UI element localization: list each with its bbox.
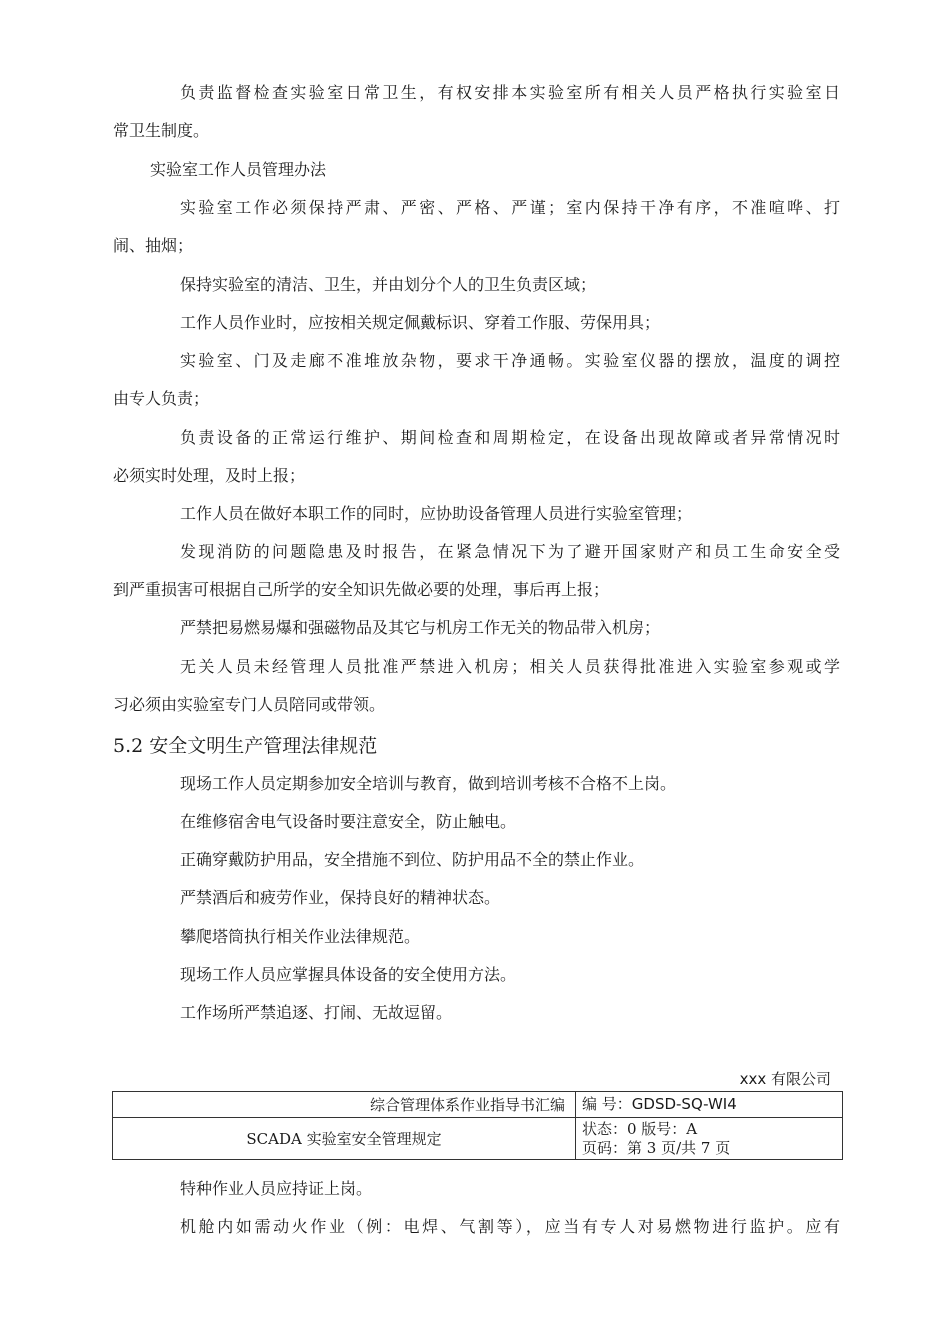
list-item: 严禁酒后和疲劳作业，保持良好的精神状态。 — [180, 888, 501, 907]
list-item: 现场工作人员定期参加安全培训与教育，做到培训考核不合格不上岗。 — [180, 774, 677, 793]
document-title: SCADA 实验室安全管理规定 — [113, 1118, 576, 1160]
paragraph-line: 保持实验室的清洁、卫生，并由划分个人的卫生负责区域； — [180, 275, 597, 294]
compilation-title: 综合管理体系作业指导书汇编 — [113, 1092, 576, 1118]
document-header-table — [112, 1091, 843, 1160]
document-code: 编 号：GDSD-SQ-WI4 — [576, 1092, 843, 1118]
paragraph-line: 常卫生制度。 — [113, 121, 210, 140]
paragraph-line: 严禁把易燃易爆和强磁物品及其它与机房工作无关的物品带入机房； — [180, 618, 661, 637]
paragraph-line: 负责设备的正常运行维护、期间检查和周期检定，在设备出现故障或者异常情况时 — [180, 428, 840, 447]
paragraph-line: 由专人负责； — [113, 389, 210, 408]
document-status: 状态：0 版号：A — [582, 1119, 698, 1138]
paragraph-line: 机舱内如需动火作业（例：电焊、气割等），应当有专人对易燃物进行监护。应有 — [180, 1217, 840, 1236]
paragraph-line: 闹、抽烟； — [113, 236, 194, 255]
list-item: 正确穿戴防护用品，安全措施不到位、防护用品不全的禁止作业。 — [180, 850, 645, 869]
document-status-block — [576, 1118, 843, 1160]
paragraph-line: 工作人员作业时，应按相关规定佩戴标识、穿着工作服、劳保用具； — [180, 313, 661, 332]
paragraph-line: 负责监督检查实验室日常卫生，有权安排本实验室所有相关人员严格执行实验室日 — [180, 83, 840, 102]
list-item: 现场工作人员应掌握具体设备的安全使用方法。 — [180, 965, 517, 984]
paragraph-line: 实验室工作必须保持严肃、严密、严格、严谨；室内保持干净有序，不准喧哗、打 — [180, 198, 840, 217]
section-heading: 5.2 安全文明生产管理法律规范 — [113, 735, 378, 757]
list-item: 工作场所严禁追逐、打闹、无故逗留。 — [180, 1003, 453, 1022]
paragraph-line: 特种作业人员应持证上岗。 — [180, 1179, 373, 1198]
list-item: 攀爬塔筒执行相关作业法律规范。 — [180, 927, 421, 946]
paragraph-line: 习必须由实验室专门人员陪同或带领。 — [113, 695, 386, 714]
subheading: 实验室工作人员管理办法 — [150, 160, 327, 179]
page-number: 页码：第 3 页/共 7 页 — [582, 1138, 731, 1157]
paragraph-line: 发现消防的问题隐患及时报告，在紧急情况下为了避开国家财产和员工生命安全受 — [180, 542, 840, 561]
company-name: xxx 有限公司 — [739, 1070, 831, 1088]
paragraph-line: 工作人员在做好本职工作的同时，应协助设备管理人员进行实验室管理； — [180, 504, 693, 523]
paragraph-line: 必须实时处理，及时上报； — [113, 466, 306, 485]
paragraph-line: 无关人员未经管理人员批准严禁进入机房；相关人员获得批准进入实验室参观或学 — [180, 657, 840, 676]
list-item: 在维修宿舍电气设备时要注意安全，防止触电。 — [180, 812, 517, 831]
paragraph-line: 实验室、门及走廊不准堆放杂物，要求干净通畅。实验室仪器的摆放，温度的调控 — [180, 351, 840, 370]
paragraph-line: 到严重损害可根据自己所学的安全知识先做必要的处理，事后再上报； — [113, 580, 610, 599]
